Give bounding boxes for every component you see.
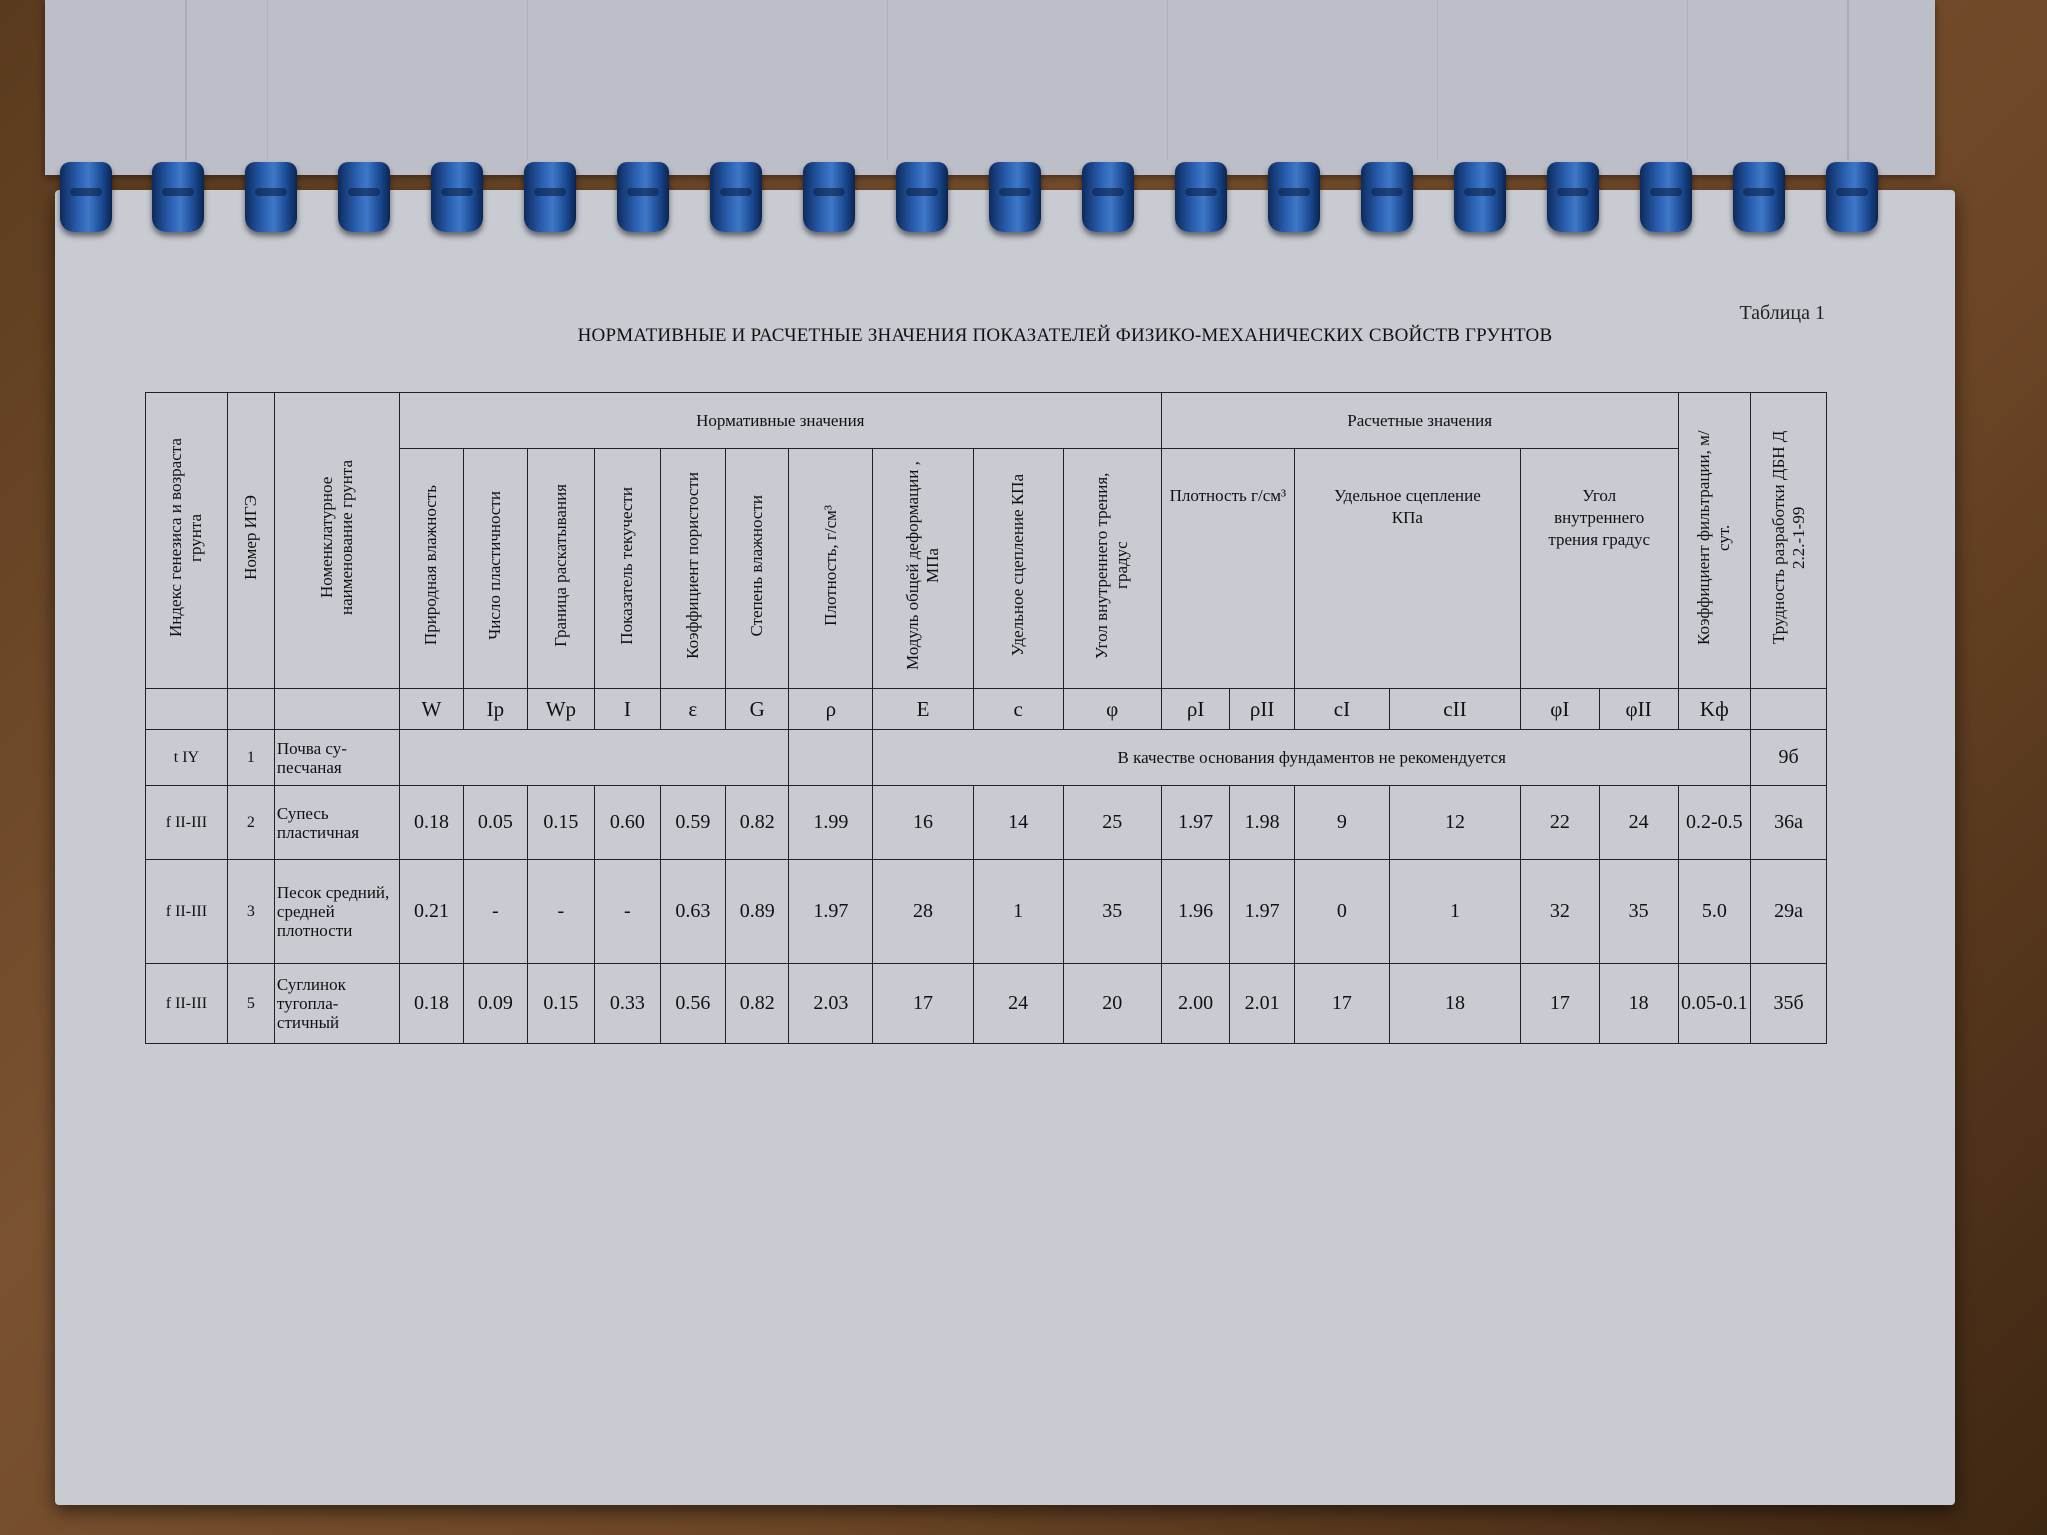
cell-empty: [399, 730, 789, 786]
binding-ring: [1826, 162, 1878, 232]
header-normative-col: [973, 449, 1063, 689]
symbol-cell: Kф: [1678, 689, 1751, 730]
symbols-spacer: [274, 689, 399, 730]
cell-value: 18: [1389, 964, 1520, 1044]
header-saturation: Степень влажности: [747, 494, 767, 637]
header-normative-col: [726, 449, 789, 689]
cell-difficulty: 29а: [1751, 860, 1827, 964]
cell-difficulty: 35б: [1751, 964, 1827, 1044]
binding-ring: [617, 162, 669, 232]
cell-ige: 5: [227, 964, 274, 1044]
header-name: Номенклатурное наименование грунта: [316, 460, 356, 616]
table-row: [146, 730, 1827, 786]
cell-value: 20: [1063, 964, 1161, 1044]
header-difficulty: Трудность разработки ДБН Д 2.2.-1-99: [1768, 430, 1808, 645]
symbol-cell: ρI: [1161, 689, 1230, 730]
soil-properties-table: [145, 392, 1827, 1044]
header-ige-cell: [227, 393, 274, 689]
binding-ring: [1454, 162, 1506, 232]
binding-ring: [1082, 162, 1134, 232]
table-sheet: [145, 300, 1835, 1080]
cell-value: 17: [1294, 964, 1389, 1044]
binding-ring: [1733, 162, 1785, 232]
cell-value: 0.82: [726, 964, 789, 1044]
binding-ring: [1268, 162, 1320, 232]
cell-value: 24: [1599, 786, 1678, 860]
cell-value: 32: [1520, 860, 1599, 964]
header-normative-col: [660, 449, 725, 689]
cell-value: 2.00: [1161, 964, 1230, 1044]
cell-value: 0.15: [527, 964, 595, 1044]
cell-value: 14: [973, 786, 1063, 860]
header-calc-density: Плотность г/см³: [1161, 449, 1294, 689]
cell-value: 0.59: [660, 786, 725, 860]
cell-index: t IY: [146, 730, 228, 786]
symbol-cell: ρII: [1230, 689, 1294, 730]
cell-soil-name: Суглинок тугопла-стичный: [274, 964, 399, 1044]
cell-value: 1: [1389, 860, 1520, 964]
binding-spine: [40, 162, 1950, 232]
previous-page: [45, 0, 1935, 175]
symbols-spacer: [227, 689, 274, 730]
header-calc-cohesion: Удельное сцепление КПа: [1294, 449, 1520, 689]
symbol-cell: [1751, 689, 1827, 730]
binding-ring: [1175, 162, 1227, 232]
header-ige: Номер ИГЭ: [240, 495, 260, 580]
table-row: [146, 860, 1827, 964]
symbol-cell: φ: [1063, 689, 1161, 730]
symbol-cell: G: [726, 689, 789, 730]
binding-ring: [524, 162, 576, 232]
cell-value: 1.97: [1161, 786, 1230, 860]
cell-soil-name: Супесь пластичная: [274, 786, 399, 860]
cell-value: 0.60: [595, 786, 660, 860]
symbol-cell: cII: [1389, 689, 1520, 730]
binding-ring: [245, 162, 297, 232]
cell-value: -: [527, 860, 595, 964]
cell-value: 18: [1599, 964, 1678, 1044]
symbol-cell: cI: [1294, 689, 1389, 730]
cell-value: 0.33: [595, 964, 660, 1044]
header-normative-col: [789, 449, 873, 689]
header-index-cell: [146, 393, 228, 689]
cell-difficulty: 9б: [1751, 730, 1827, 786]
cell-value: 1.97: [789, 860, 873, 964]
cell-value: 17: [873, 964, 973, 1044]
header-calc-friction: Угол внутреннего трения градус: [1520, 449, 1678, 689]
cell-index: f II-III: [146, 786, 228, 860]
binding-ring: [60, 162, 112, 232]
binding-ring: [1361, 162, 1413, 232]
cell-value: 12: [1389, 786, 1520, 860]
header-normative-col: [1063, 449, 1161, 689]
cell-soil-name: Почва су-песчаная: [274, 730, 399, 786]
symbol-cell: c: [973, 689, 1063, 730]
cell-value: 0.82: [726, 786, 789, 860]
header-friction: Угол внутреннего трения, градус: [1092, 472, 1132, 659]
cell-not-recommended: В качестве основания фундаментов не рекомендуется: [873, 730, 1751, 786]
cell-value: -: [464, 860, 527, 964]
header-cohesion: Удельное сцепление КПа: [1008, 474, 1028, 657]
cell-difficulty: 36а: [1751, 786, 1827, 860]
cell-value: 0.05-0.1: [1678, 964, 1751, 1044]
header-name-cell: [274, 393, 399, 689]
header-density: Плотность, г/см³: [820, 505, 840, 626]
cell-index: f II-III: [146, 860, 228, 964]
table-row: [146, 964, 1827, 1044]
header-liquidity: Показатель текучести: [617, 486, 637, 645]
cell-value: 17: [1520, 964, 1599, 1044]
table-title: НОРМАТИВНЫЕ И РАСЧЕТНЫЕ ЗНАЧЕНИЯ ПОКАЗАТЕЛЕЙ ФИЗИКО-МЕХАНИЧЕСКИХ СВОЙСТВ ГРУНТОВ: [577, 325, 1553, 346]
cell-value: 0.21: [399, 860, 463, 964]
symbol-cell: W: [399, 689, 463, 730]
cell-value: 2.03: [789, 964, 873, 1044]
cell-ige: 2: [227, 786, 274, 860]
cell-value: 25: [1063, 786, 1161, 860]
binding-ring: [1547, 162, 1599, 232]
header-normative-col: [873, 449, 973, 689]
header-moisture: Природная влажность: [421, 485, 441, 646]
cell-value: 0.15: [527, 786, 595, 860]
binding-ring: [338, 162, 390, 232]
cell-value: 1.97: [1230, 860, 1294, 964]
header-filtration: Коэффициент фильтрации, м/сут.: [1694, 430, 1734, 645]
cell-value: 0.18: [399, 786, 463, 860]
table-row: [146, 786, 1827, 860]
cell-value: 16: [873, 786, 973, 860]
symbols-row: [146, 689, 1827, 730]
cell-value: 0.18: [399, 964, 463, 1044]
symbol-cell: Wp: [527, 689, 595, 730]
cell-value: 0: [1294, 860, 1389, 964]
cell-value: 1.99: [789, 786, 873, 860]
cell-soil-name: Песок средний, средней плотности: [274, 860, 399, 964]
cell-value: 35: [1063, 860, 1161, 964]
symbol-cell: φI: [1520, 689, 1599, 730]
cell-value: 0.09: [464, 964, 527, 1044]
cell-value: 9: [1294, 786, 1389, 860]
cell-value: 22: [1520, 786, 1599, 860]
binding-ring: [803, 162, 855, 232]
cell-value: 1.98: [1230, 786, 1294, 860]
binding-ring: [896, 162, 948, 232]
cell-ige: 1: [227, 730, 274, 786]
cell-value: 2.01: [1230, 964, 1294, 1044]
header-difficulty-cell: [1751, 393, 1827, 689]
cell-value: 0.2-0.5: [1678, 786, 1751, 860]
cell-value: 1: [973, 860, 1063, 964]
header-filtration-cell: [1678, 393, 1751, 689]
header-calculated-group: Расчетные значения: [1161, 393, 1678, 449]
binding-ring: [152, 162, 204, 232]
symbol-cell: E: [873, 689, 973, 730]
cell-index: f II-III: [146, 964, 228, 1044]
cell-value: 0.89: [726, 860, 789, 964]
symbol-cell: Ip: [464, 689, 527, 730]
cell-value: 5.0: [1678, 860, 1751, 964]
header-plasticity: Число пластичности: [485, 491, 505, 640]
symbol-cell: φII: [1599, 689, 1678, 730]
binding-ring: [1640, 162, 1692, 232]
cell-value: -: [595, 860, 660, 964]
header-normative-col: [399, 449, 463, 689]
binding-ring: [431, 162, 483, 232]
cell-value: 0.63: [660, 860, 725, 964]
symbols-spacer: [146, 689, 228, 730]
header-index: Индекс генезиса и возраста грунта: [166, 438, 206, 637]
binding-ring: [989, 162, 1041, 232]
symbol-cell: I: [595, 689, 660, 730]
header-normative-group: Нормативные значения: [399, 393, 1161, 449]
header-porosity: Коэффициент пористости: [682, 472, 702, 659]
cell-value: 28: [873, 860, 973, 964]
symbol-cell: ε: [660, 689, 725, 730]
previous-page-table-ghost: [185, 0, 1849, 160]
header-normative-col: [595, 449, 660, 689]
binding-ring: [710, 162, 762, 232]
symbol-cell: ρ: [789, 689, 873, 730]
cell-empty: [789, 730, 873, 786]
cell-value: 35: [1599, 860, 1678, 964]
cell-value: 0.56: [660, 964, 725, 1044]
header-modulus: Модуль общей деформации , МПа: [902, 461, 942, 670]
cell-value: 24: [973, 964, 1063, 1044]
header-plastic-limit: Граница раскатывания: [550, 484, 570, 647]
cell-ige: 3: [227, 860, 274, 964]
header-normative-col: [527, 449, 595, 689]
cell-value: 0.05: [464, 786, 527, 860]
table-number: Таблица 1: [1739, 302, 1825, 324]
header-normative-col: [464, 449, 527, 689]
cell-value: 1.96: [1161, 860, 1230, 964]
